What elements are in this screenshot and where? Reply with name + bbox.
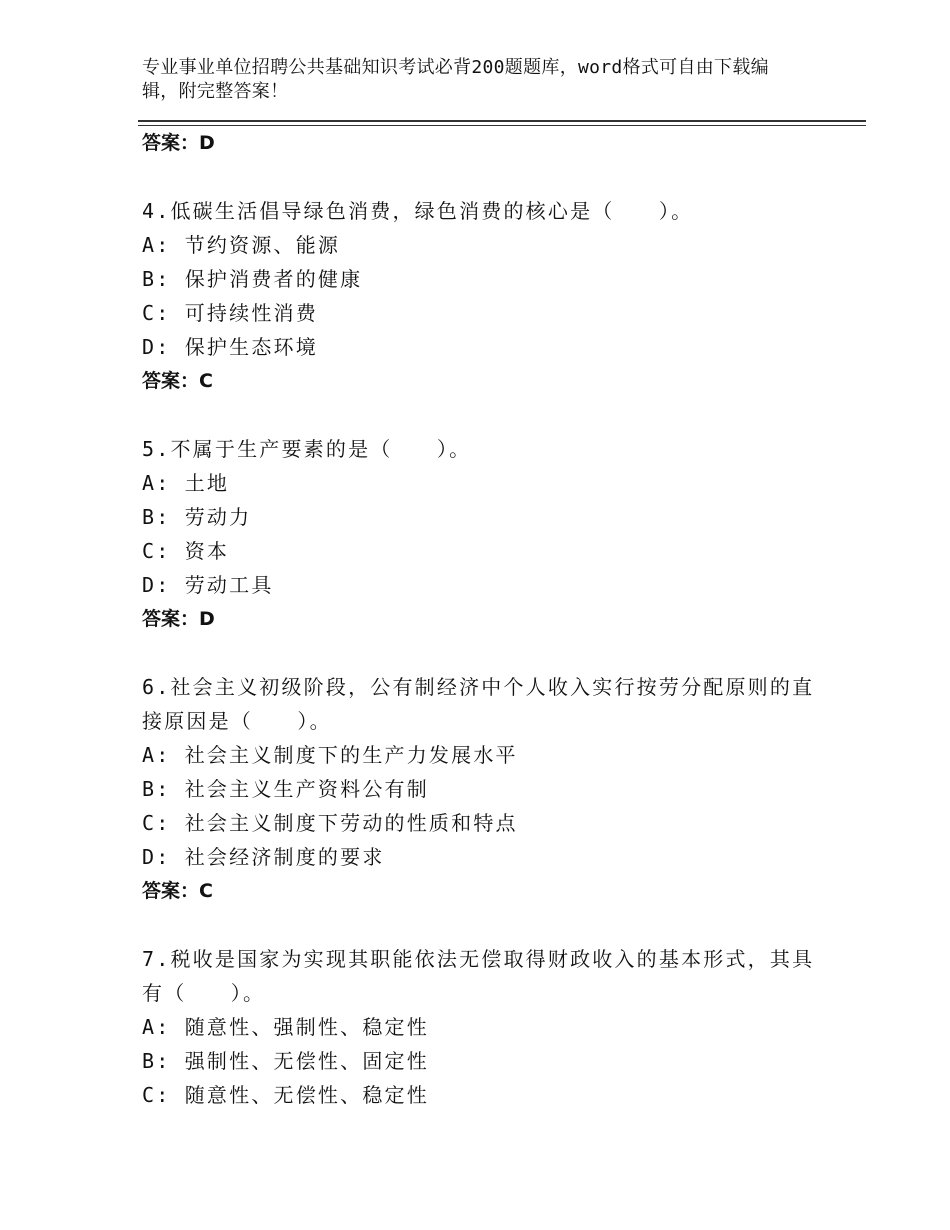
answer: 答案：C	[142, 880, 213, 902]
question-stem: 6.社会主义初级阶段，公有制经济中个人收入实行按劳分配原则的直接原因是（ ）。	[142, 675, 815, 733]
option-b: B: 社会主义生产资料公有制	[142, 777, 429, 801]
option-a: A: 节约资源、能源	[142, 233, 341, 257]
question-stem: 4.低碳生活倡导绿色消费，绿色消费的核心是（ ）。	[142, 199, 694, 223]
option-b: B: 强制性、无偿性、固定性	[142, 1049, 429, 1073]
option-d: D: 劳动工具	[142, 573, 274, 597]
option-b: B: 保护消费者的健康	[142, 267, 363, 291]
option-d: D: 社会经济制度的要求	[142, 845, 385, 869]
option-c: C: 可持续性消费	[142, 301, 318, 325]
previous-answer: 答案：D	[142, 132, 215, 154]
option-c: C: 资本	[142, 539, 230, 563]
question-6	[142, 670, 822, 908]
answer: 答案：D	[142, 608, 215, 630]
option-a: A: 随意性、强制性、稳定性	[142, 1015, 429, 1039]
question-stem: 5.不属于生产要素的是（ ）。	[142, 437, 472, 461]
question-5	[142, 432, 822, 636]
option-c: C: 随意性、无偿性、稳定性	[142, 1083, 429, 1107]
answer: 答案：C	[142, 370, 213, 392]
option-a: A: 社会主义制度下的生产力发展水平	[142, 743, 518, 767]
option-b: B: 劳动力	[142, 505, 252, 529]
question-list	[142, 126, 822, 1112]
option-c: C: 社会主义制度下劳动的性质和特点	[142, 811, 518, 835]
question-4	[142, 194, 822, 398]
option-a: A: 土地	[142, 471, 230, 495]
document-header: 专业事业单位招聘公共基础知识考试必背200题题库，word格式可自由下载编辑，附完整答案！	[142, 57, 769, 102]
option-d: D: 保护生态环境	[142, 335, 318, 359]
question-7	[142, 942, 822, 1112]
question-stem: 7.税收是国家为实现其职能依法无偿取得财政收入的基本形式，其具有（ ）。	[142, 947, 815, 1005]
